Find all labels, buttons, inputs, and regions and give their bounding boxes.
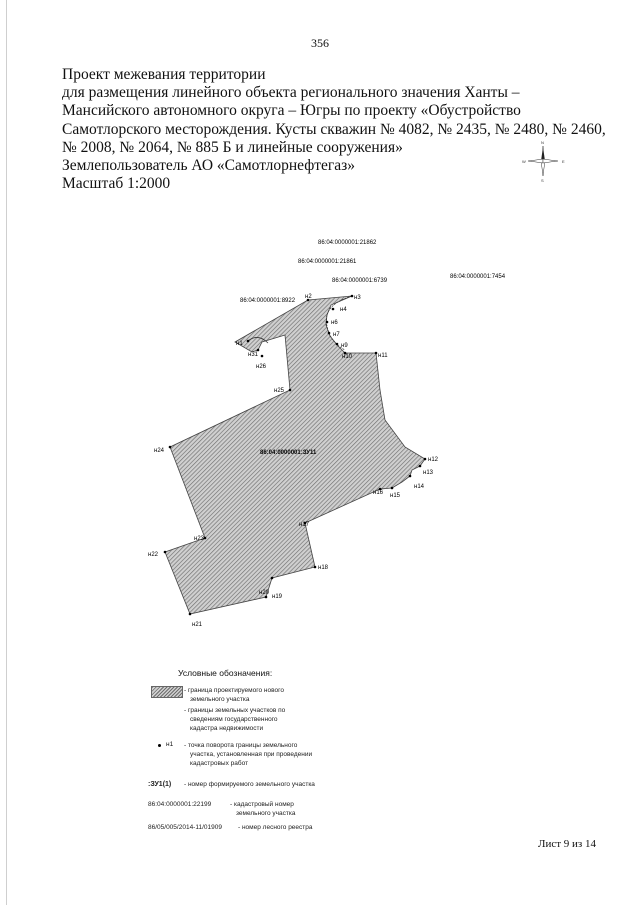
point-label: н26 <box>256 364 266 370</box>
cad-label: 86:04:0000001:6739 <box>332 278 388 284</box>
point-label: н20 <box>259 590 269 596</box>
title-line: Проект межевания территории <box>62 66 266 83</box>
point-marker <box>328 332 331 335</box>
point-marker <box>336 343 339 346</box>
point-label: н2 <box>305 294 312 300</box>
title-line: для размещения линейного объекта регионального значения Ханты – <box>62 84 520 102</box>
point-marker <box>271 577 274 580</box>
compass-e: E <box>562 159 565 164</box>
point-marker <box>326 321 329 324</box>
point-marker <box>391 487 394 490</box>
point-label: н18 <box>318 565 328 571</box>
parcel-label: 86:04:0000001:ЗУ11 <box>260 450 317 456</box>
point-label: н10 <box>342 354 352 360</box>
cad-label: 86:04:0000001:21862 <box>318 240 377 246</box>
legend-parcel-code: :ЗУ1(1) <box>148 781 172 788</box>
point-marker <box>265 596 268 599</box>
page-number: 356 <box>311 36 329 50</box>
legend-parcel-desc: - номер формируемого земельного участка <box>184 781 315 788</box>
legend-new-parcel: - граница проектируемого нового земельного участка <box>184 687 284 703</box>
point-label: н16 <box>373 490 383 496</box>
point-label: н7 <box>333 332 340 338</box>
point-marker <box>419 465 422 468</box>
cad-label: 86:04:0000001:7454 <box>450 274 506 280</box>
point-marker <box>314 566 317 569</box>
point-label: н11 <box>378 353 388 359</box>
legend-registry-parcels: - границы земельных участков по сведениям государственного кадастра недвижимости <box>184 707 286 732</box>
legend-cad-example: 86:04:0000001:22199 <box>148 801 212 808</box>
point-label: н17 <box>299 522 309 528</box>
point-marker-icon <box>158 744 161 747</box>
hatch-swatch-icon <box>151 686 183 698</box>
point-label: н4 <box>340 307 347 313</box>
cad-label: 86:04:0000001:21861 <box>298 259 357 265</box>
point-marker <box>169 446 172 449</box>
point-label: н6 <box>331 320 338 326</box>
point-label: н31 <box>248 352 258 358</box>
point-label: н22 <box>148 552 158 558</box>
point-marker <box>332 308 335 311</box>
point-marker <box>424 458 427 461</box>
point-label: н14 <box>414 484 424 490</box>
compass-w: W <box>522 159 526 164</box>
point-marker <box>257 349 260 352</box>
point-label: н25 <box>274 388 284 394</box>
legend-registry-example: 86/05/005/2014-11/01909 <box>148 824 222 831</box>
point-label: н13 <box>423 470 433 476</box>
point-marker <box>247 340 250 343</box>
title-line: Мансийского автономного округа – Югры по проекту «Обустройство <box>62 102 521 120</box>
point-label: н9 <box>341 343 348 349</box>
point-marker <box>204 537 207 540</box>
point-marker <box>189 613 192 616</box>
point-label: н3 <box>354 295 361 301</box>
title-line: Самотлорского месторождения. Кусты скважин № 4082, № 2435, № 2480, № 2460, <box>62 120 606 138</box>
point-marker <box>375 352 378 355</box>
point-marker <box>164 551 167 554</box>
legend-point-code: н1 <box>166 741 174 748</box>
point-marker <box>261 355 264 358</box>
compass-s: S <box>541 178 544 183</box>
point-marker <box>409 475 412 478</box>
point-label: н12 <box>428 457 438 463</box>
legend-title: Условные обозначения: <box>178 668 273 678</box>
title-line: № 2008, № 2064, № 885 Б и линейные сооружения» <box>62 138 403 156</box>
point-label: н19 <box>272 594 282 600</box>
cad-label: 86:04:0000001:8922 <box>240 298 296 304</box>
sheet-number: Лист 9 из 14 <box>538 838 597 850</box>
point-label: н23 <box>194 536 204 542</box>
point-marker <box>289 389 292 392</box>
scale-line: Масштаб 1:2000 <box>62 175 171 193</box>
point-label: н15 <box>390 493 400 499</box>
legend-registry-desc: - номер лесного реестра <box>238 824 313 831</box>
point-label: н1 <box>236 341 243 347</box>
point-label: н21 <box>192 622 202 628</box>
point-marker <box>351 295 354 298</box>
compass-n: N <box>541 140 544 145</box>
legend-cad-desc: - кадастровый номер земельного участка <box>230 801 296 817</box>
point-label: н24 <box>154 448 164 454</box>
title-line: Землепользователь АО «Самотлорнефтегаз» <box>62 157 356 175</box>
legend-point: - точка поворота границы земельного участка, установленная при проведении кадастровых работ <box>184 742 313 767</box>
